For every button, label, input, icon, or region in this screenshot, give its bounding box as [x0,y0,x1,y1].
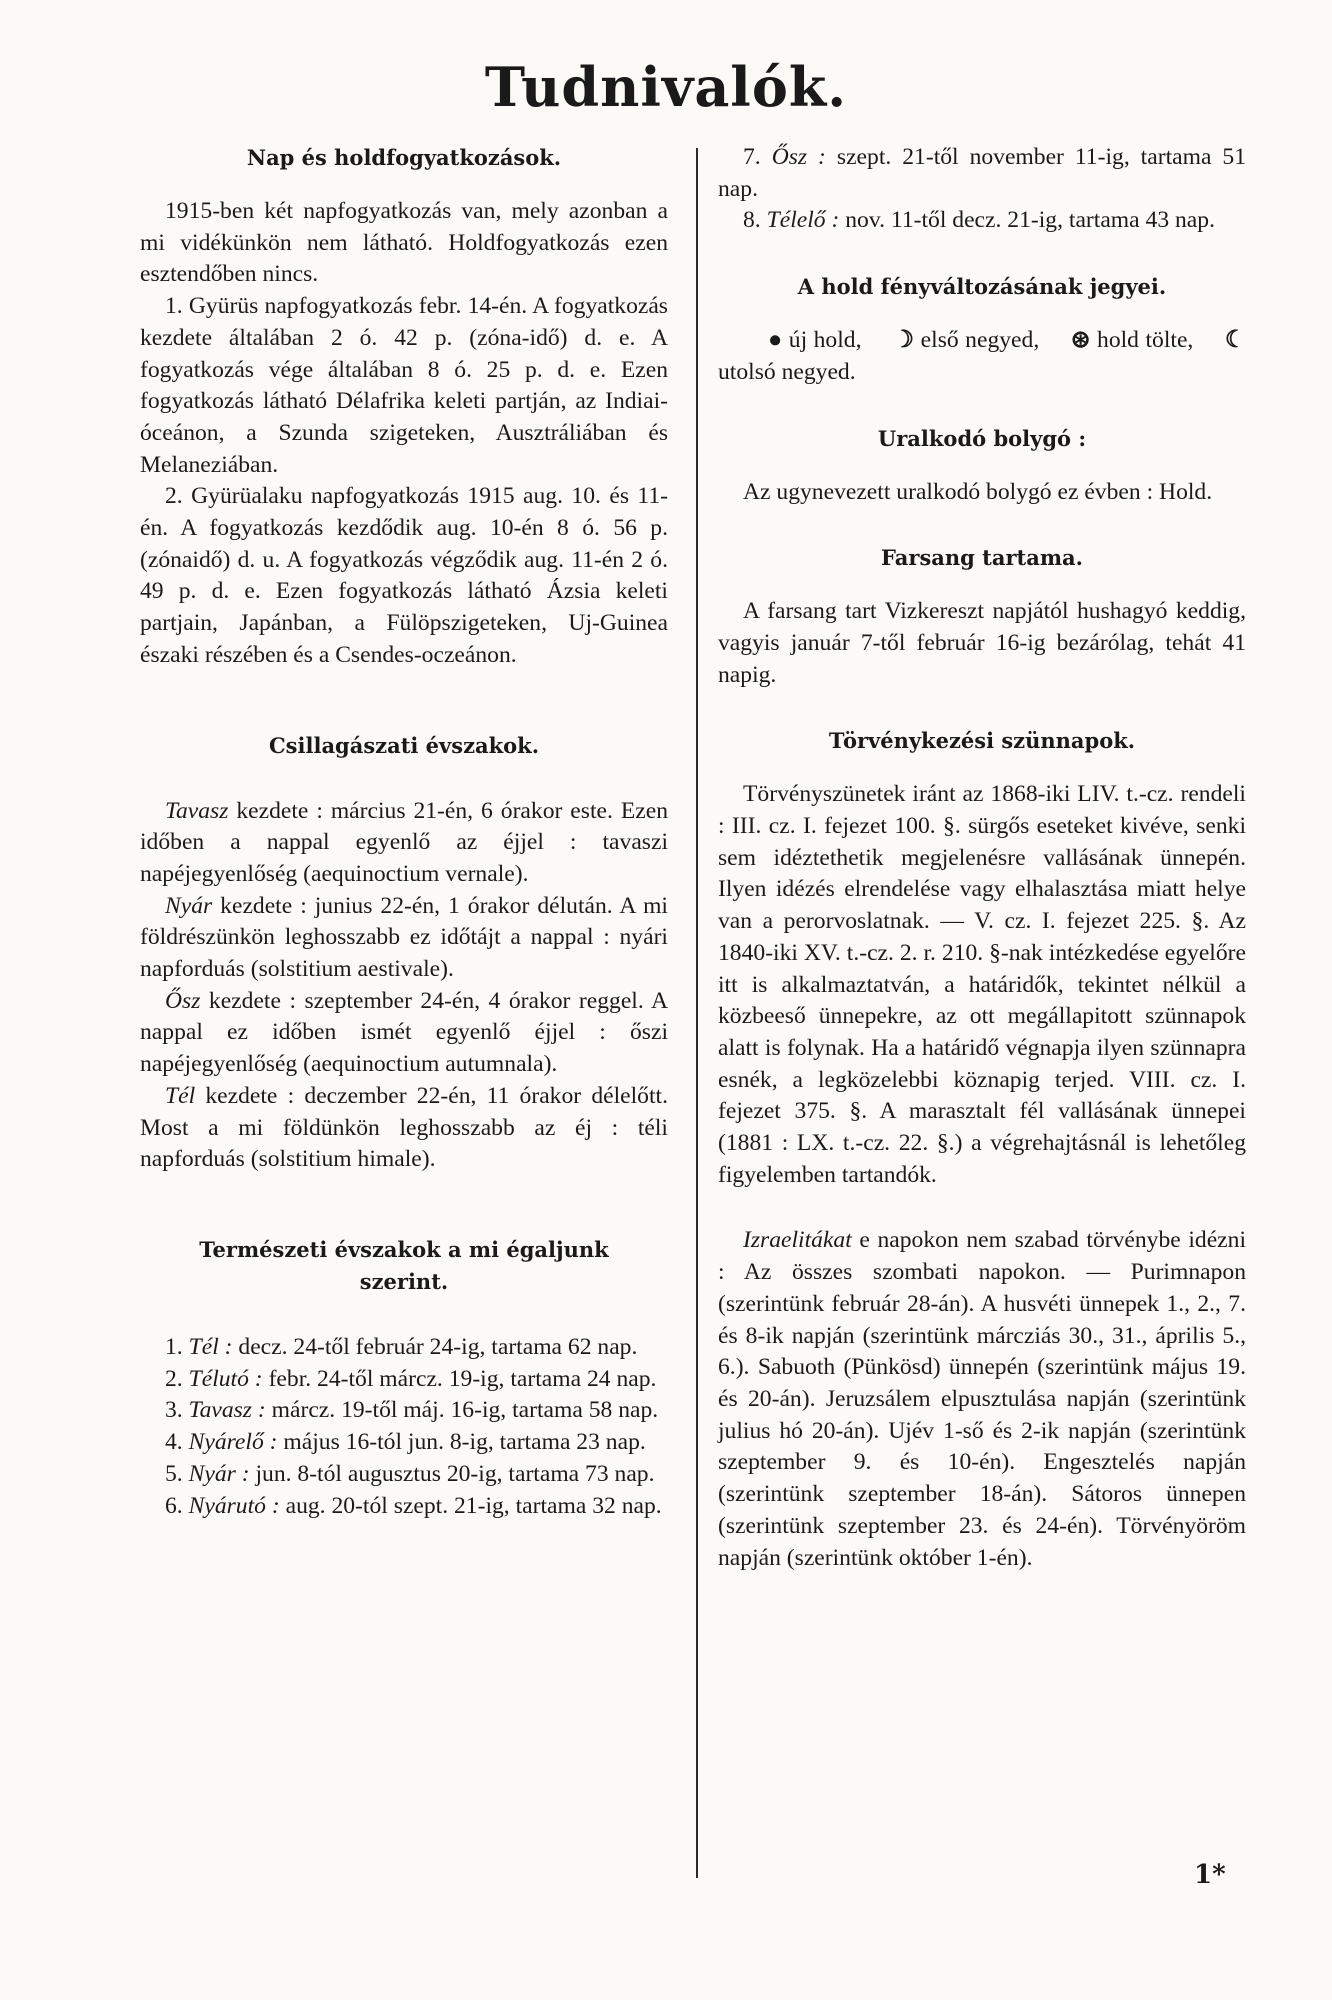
season-name: Télutó : [188,1365,263,1392]
natural-season-item [140,1364,668,1396]
season-range: febr. 24-től márcz. 19-ig, tartama 24 nap. [262,1365,657,1392]
page-title: Tudnivalók. [484,55,848,119]
natural-seasons-heading: Természeti évszakok a mi égaljunk szerint. [199,1236,609,1294]
last-quarter-label: utolsó negyed. [718,358,856,385]
first-quarter-icon: ☽ [893,327,915,354]
natural-season-item [140,1491,668,1523]
season-number: 8. [743,207,761,234]
jewish-holidays-lead: Izraelitákat [743,1227,852,1254]
ruling-planet-heading: Uralkodó bolygó : [877,425,1087,451]
moon-phases-heading: A hold fényváltozásának jegyei. [797,274,1167,300]
first-quarter-label: első negyed, [914,327,1046,354]
season-number: 1. [165,1333,183,1360]
court-holidays-heading: Törvénykezési szünnapok. [828,728,1136,754]
season-name: Tavasz : [188,1397,266,1424]
new-moon-label: új hold, [782,327,868,354]
natural-season-item [140,1427,668,1459]
season-range: jun. 8-tól augusztus 20-ig, tartama 73 nap. [249,1460,655,1487]
season-number: 5. [165,1460,183,1487]
season-name: Nyárelő : [188,1429,278,1456]
season-range: május 16-tól jun. 8-ig, tartama 23 nap. [277,1429,646,1456]
carnival-heading: Farsang tartama. [881,545,1083,571]
season-name: Tavasz [165,797,229,824]
right-column [718,142,1246,1574]
ruling-planet-text: Az ugynevezett uralkodó bolygó ez évben : Hold. [743,478,1213,505]
natural-season-item [140,1395,668,1427]
season-number: 3. [165,1397,183,1424]
left-column [140,142,668,1522]
court-holidays-text: Törvényszünetek iránt az 1868-iki LIV. t.-cz. rendeli : III. cz. I. fejezet 100. §. sürgős eseteket kivéve, senki sem idéztethetik megjelenésre vallásának ünnepén. Ilyen idézés elrendelése vagy elhalasztása miatt helye van a perorvoslatnak. — V. cz. I. fejezet 225. §. Az 1840-iki XV. t.-cz. 2. r. 210. §-nak intézkedése egyelőre itt is alkalmaztatván, a határidők, tekintet nélkül a közbeeső ünnepekre, az ott megállapitott szünnapok alatt is folynak. Ha a határidő végnapja ilyen szünnapra esnék, a legközelebbi köznapig terjed. VIII. cz. I. fejezet 375. §. A marasztalt fél vallásának ünnepei (1881 : LX. t.-cz. 22. §.) a végrehajtásnál is lehetőleg figyelemben tartandók. [718,781,1246,1188]
natural-seasons-list [140,1332,668,1522]
eclipse-first: 1. Gyürüs napfogyatkozás febr. 14-én. A fogyatkozás kezdete általában 2 ó. 42 p. (zóna-idő) d. e. A fogyatkozás vége általában 8 ó. 25 p. d. e. Ezen fogyatkozás látható Délafrika keleti partján, az Indiai-óceánon, a Szunda szigeteken, Ausztráliában és Melaneziában. [140,293,668,478]
natural-season-item [718,205,1246,237]
season-range: szept. 21-től november 11-ig, tartama 51 nap. [718,144,1246,202]
season-range: márcz. 19-től máj. 16-ig, tartama 58 nap. [265,1397,659,1424]
moon-phases-legend [718,325,1246,388]
natural-season-item [140,1459,668,1491]
page-number: 1* [1194,1860,1226,1890]
season-number: 6. [165,1492,183,1519]
astro-autumn [140,986,668,1081]
season-range: aug. 20-tól szept. 21-ig, tartama 32 nap. [279,1492,662,1519]
eclipse-second: 2. Gyürüalaku napfogyatkozás 1915 aug. 10. és 11-én. A fogyatkozás kezdődik aug. 10-én 8 ó. 56 p. (zónaidő) d. u. A fogyatkozás végződik aug. 11-én 2 ó. 49 p. d. e. Ezen fogyatkozás látható Ázsia keleti partjain, Japánban, a Fülöpszigeteken, Uj-Guinea északi részében és a Csendes-oczeánon. [140,483,668,668]
season-text: kezdete : március 21-én, 6 órakor este. Ezen időben a nappal egyenlő az éjjel : tavaszi napéjegyenlőség (aequinoctium vernale). [140,797,668,887]
jewish-holidays-body: e napokon nem szabad törvénybe idézni : Az összes szombati napokon. — Purimnapon (szerintünk február 28-án). A husvéti ünnepek 1., 2., 7. és 8-ik napján (szerintünk márcziás 30., 31., április 5., 6.). Sabuoth (Pünkösd) ünnepén (szerintünk május 19. és 20-án). Jeruzsálem elpusztulása napján (szerintünk julius hó 20-án). Ujév 1-ső és 2-ik napján (szerintünk szeptember 9. és 10-én). Engesztelés napján (szerintünk szeptember 18-án). Sátoros ünnepen (szerintünk szeptember 23. és 24-én). Törvényöröm napján (szerintünk október 1-én). [718,1227,1246,1571]
column-divider [696,148,698,1878]
season-name: Nyár [165,892,213,919]
last-quarter-icon: ☾ [1224,327,1246,354]
season-name: Ősz : [771,144,826,170]
new-moon-icon: ● [768,327,783,354]
season-name: Nyár : [188,1460,250,1487]
astro-spring [140,796,668,891]
season-number: 2. [165,1365,183,1392]
astro-winter [140,1081,668,1176]
season-name: Télelő : [766,207,840,234]
season-text: kezdete : junius 22-én, 1 órakor délután. A mi földrészünkön leghosszabb ez időtájt a nappal : nyári napforduás (solstitium aestivale). [140,892,668,983]
astro-summer [140,891,668,986]
season-text: kezdete : deczember 22-én, 11 órakor délelőtt. Most a mi földünkön leghosszabb az éj : téli napforduás (solstitium himale). [140,1082,668,1173]
season-name: Nyárutó : [188,1492,280,1519]
season-range: nov. 11-től decz. 21-ig, tartama 43 nap. [839,207,1215,234]
season-number: 7. [743,144,761,170]
natural-season-item [140,1332,668,1364]
season-name: Tél : [188,1333,233,1360]
carnival-text: A farsang tart Vizkereszt napjától hushagyó keddig, vagyis január 7-től február 16-ig bezárólag, tehát 41 napig. [718,598,1246,688]
astro-seasons-heading: Csillagászati évszakok. [268,732,540,758]
season-number: 4. [165,1429,183,1456]
season-range: decz. 24-től február 24-ig, tartama 62 nap. [232,1333,638,1360]
eclipse-heading: Nap és holdfogyatkozások. [246,145,562,170]
eclipse-intro: 1915-ben két napfogyatkozás van, mely azonban a mi vidékünkön nem látható. Holdfogyatkozás ezen esztendőben nincs. [140,198,668,288]
season-name: Tél [165,1082,196,1109]
full-moon-icon: ⊛ [1070,327,1091,354]
jewish-holidays-text [718,1225,1246,1574]
season-text: kezdete : szeptember 24-én, 4 órakor reggel. A nappal ez időben ismét egyenlő éjjel : őszi napéjegyenlőség (aequinoctium autumnala). [140,987,668,1078]
natural-season-item [718,142,1246,205]
natural-seasons-list-continued [718,142,1246,237]
full-moon-label: hold tölte, [1090,327,1200,354]
season-name: Ősz [165,987,201,1014]
